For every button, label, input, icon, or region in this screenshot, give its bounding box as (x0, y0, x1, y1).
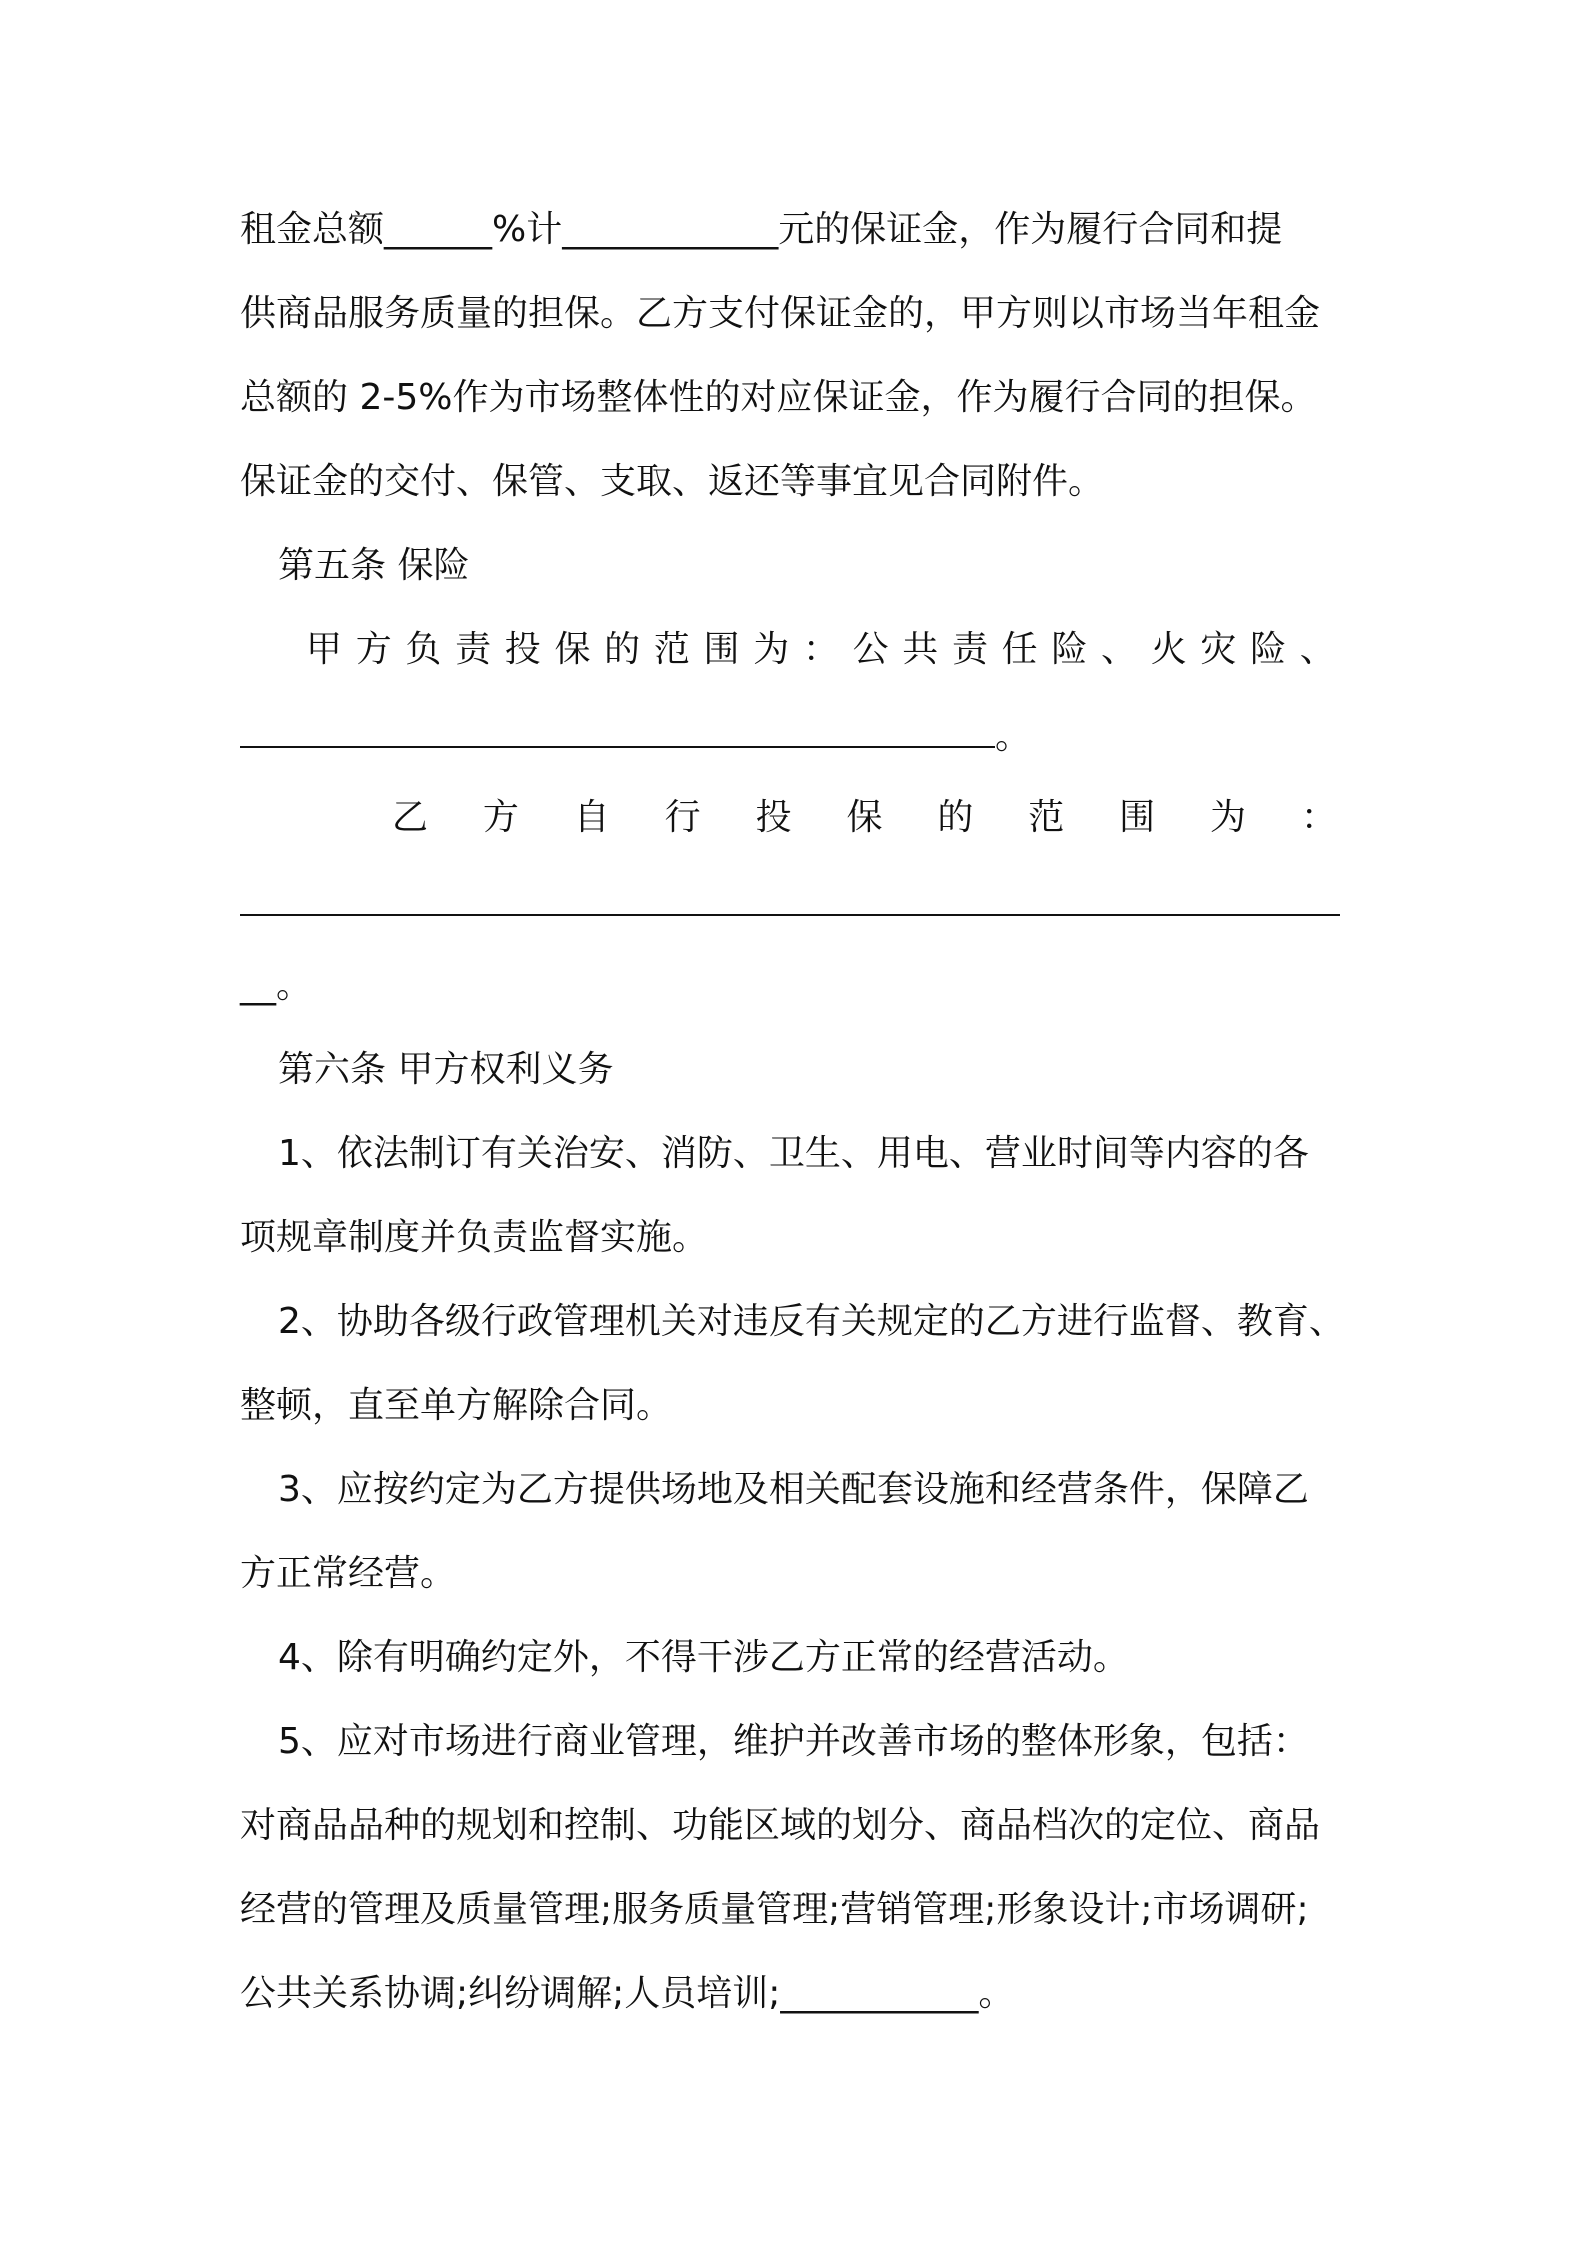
fill-in-blank-line: __。 (240, 965, 313, 1006)
char: 投 (504, 629, 541, 670)
insurance-party-b-line (392, 792, 1337, 844)
char: 任 (1001, 629, 1038, 670)
list-item-line: 1、依法制订有关治安、消防、卫生、用电、营业时间等内容的各 (278, 1133, 1309, 1174)
char: 共 (902, 629, 939, 670)
char: 乙 (392, 797, 429, 838)
list-item-line: 项规章制度并负责监督实施。 (240, 1217, 709, 1258)
char: ： (1300, 797, 1337, 838)
char: 范 (1028, 797, 1065, 838)
list-item-line: 公共关系协调;纠纷调解;人员培训;___________。 (240, 1973, 1015, 2014)
char: 投 (755, 797, 792, 838)
blank-underline (240, 708, 995, 748)
fill-in-blank-line (240, 708, 1375, 760)
char: 为 (1210, 797, 1247, 838)
article-5-heading: 第五条 保险 (278, 545, 470, 586)
char: 保 (554, 629, 591, 670)
period: 。 (995, 716, 1032, 757)
char: 范 (653, 629, 690, 670)
list-item-line: 经营的管理及质量管理;服务质量管理;营销管理;形象设计;市场调研; (240, 1889, 1309, 1930)
char: 围 (703, 629, 740, 670)
paragraph-line: 保证金的交付、保管、支取、返还等事宜见合同附件。 (240, 461, 1105, 502)
list-item-line: 5、应对市场进行商业管理，维护并改善市场的整体形象，包括： (278, 1721, 1309, 1762)
paragraph-line: 租金总额______%计____________元的保证金，作为履行合同和提 (240, 209, 1283, 250)
char: 的 (604, 629, 641, 670)
list-item-line: 4、除有明确约定外，不得干涉乙方正常的经营活动。 (278, 1637, 1129, 1678)
fill-in-blank-line (240, 876, 1375, 928)
list-item-line: 方正常经营。 (240, 1553, 457, 1594)
char: 方 (355, 629, 392, 670)
char: 负 (405, 629, 442, 670)
paragraph-line: 总额的 2-5%作为市场整体性的对应保证金，作为履行合同的担保。 (240, 377, 1317, 418)
char: 的 (937, 797, 974, 838)
char: 险 (1250, 629, 1287, 670)
list-item-line: 整顿，直至单方解除合同。 (240, 1385, 673, 1426)
char: ： (802, 629, 839, 670)
list-item-line: 对商品品种的规划和控制、功能区域的划分、商品档次的定位、商品 (240, 1805, 1321, 1846)
char: 责 (951, 629, 988, 670)
article-6-heading: 第六条 甲方权利义务 (278, 1049, 614, 1090)
char: 灾 (1200, 629, 1237, 670)
char: 公 (852, 629, 889, 670)
char: 险 (1051, 629, 1088, 670)
blank-underline (240, 876, 1340, 916)
char: 行 (664, 797, 701, 838)
char: 甲 (306, 629, 343, 670)
char: 责 (455, 629, 492, 670)
char: 自 (573, 797, 610, 838)
char: 为 (753, 629, 790, 670)
char: 保 (846, 797, 883, 838)
list-item-line: 3、应按约定为乙方提供场地及相关配套设施和经营条件，保障乙 (278, 1469, 1309, 1510)
insurance-party-a-line (306, 624, 1336, 676)
char: 、 (1299, 629, 1336, 670)
char: 火 (1150, 629, 1187, 670)
char: 、 (1101, 629, 1138, 670)
char: 方 (482, 797, 519, 838)
paragraph-line: 供商品服务质量的担保。乙方支付保证金的，甲方则以市场当年租金 (240, 293, 1321, 334)
list-item-line: 2、协助各级行政管理机关对违反有关规定的乙方进行监督、教育、 (278, 1301, 1345, 1342)
char: 围 (1119, 797, 1156, 838)
